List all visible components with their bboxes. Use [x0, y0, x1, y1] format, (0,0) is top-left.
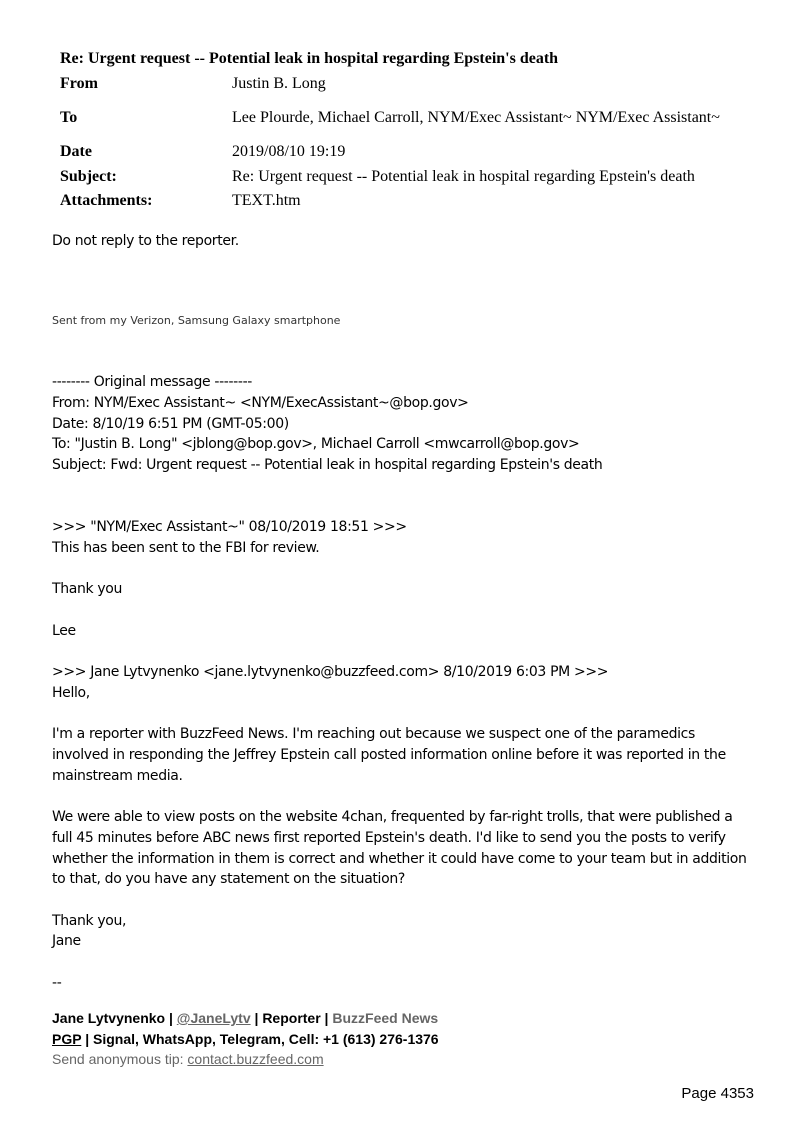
signature-dashes: --	[52, 975, 62, 991]
tip-link[interactable]: contact.buzzfeed.com	[187, 1051, 324, 1067]
tip-label: Send anonymous tip:	[52, 1051, 188, 1067]
quote1-thanks: Thank you	[52, 581, 123, 597]
quote2-greeting: Hello,	[52, 685, 90, 701]
sent-from-line: Sent from my Verizon, Samsung Galaxy smartphone	[52, 314, 341, 327]
quote2-paragraph-2: We were able to view posts on the website 4chan, frequented by far-right trolls, that were published a full 45 minutes before ABC news first reported Epstein's death. I'd like to send you the posts to verify whether the information in them is correct and whether it could have come to your team but in addition to that, do you have any statement on the situation?	[52, 809, 747, 888]
original-subject: Subject: Fwd: Urgent request -- Potential leak in hospital regarding Epstein's death	[52, 457, 603, 473]
to-label: To	[60, 109, 78, 126]
email-header-table	[57, 72, 745, 213]
subject-value: Re: Urgent request -- Potential leak in hospital regarding Epstein's death	[232, 167, 695, 185]
to-value: Lee Plourde, Michael Carroll, NYM/Exec Assistant~ NYM/Exec Assistant~	[232, 109, 720, 126]
page-number: Page 4353	[681, 1085, 754, 1102]
signature-name: Jane Lytvynenko	[52, 1010, 166, 1026]
original-from: From: NYM/Exec Assistant~ <NYM/ExecAssistant~@bop.gov>	[52, 395, 469, 411]
signature-line-2	[52, 1029, 439, 1050]
date-value: 2019/08/10 19:19	[232, 143, 346, 160]
original-separator: -------- Original message --------	[52, 374, 252, 390]
quote1-line: This has been sent to the FBI for review.	[52, 540, 320, 556]
quote1-signoff: Lee	[52, 623, 76, 639]
signature-separator: |	[165, 1010, 177, 1026]
quote2-signoff: Jane	[52, 933, 81, 949]
email-title: Re: Urgent request -- Potential leak in hospital regarding Epstein's death	[60, 50, 559, 67]
quote2-paragraph-1: I'm a reporter with BuzzFeed News. I'm reaching out because we suspect one of the paramedics involved in responding the Jeffrey Epstein call posted information online before it was reported in the mainstream media.	[52, 726, 726, 784]
original-to: To: "Justin B. Long" <jblong@bop.gov>, Michael Carroll <mwcarroll@bop.gov>	[52, 436, 580, 452]
buzzfeed-news-label: BuzzFeed News	[332, 1010, 439, 1026]
subject-label: Subject:	[60, 167, 117, 185]
twitter-handle-link[interactable]: @JaneLytv	[176, 1010, 251, 1026]
signature-line-1	[52, 1008, 438, 1029]
from-value: Justin B. Long	[232, 75, 326, 92]
reply-instruction: Do not reply to the reporter.	[52, 233, 239, 249]
quote1-header: >>> "NYM/Exec Assistant~" 08/10/2019 18:51 >>>	[52, 519, 407, 535]
from-label: From	[60, 75, 98, 92]
quote2-header: >>> Jane Lytvynenko <jane.lytvynenko@buzzfeed.com> 8/10/2019 6:03 PM >>>	[52, 664, 609, 680]
attachments-label: Attachments:	[60, 192, 153, 209]
date-label: Date	[60, 143, 92, 160]
original-date: Date: 8/10/19 6:51 PM (GMT-05:00)	[52, 416, 289, 432]
signature-contact: | Signal, WhatsApp, Telegram, Cell: +1 (613) 276-1376	[81, 1031, 439, 1047]
attachments-value[interactable]: TEXT.htm	[232, 192, 301, 209]
pgp-link[interactable]: PGP	[52, 1031, 82, 1047]
quote2-thanks: Thank you,	[52, 913, 127, 929]
signature-line-3	[52, 1049, 324, 1070]
signature-role: | Reporter |	[250, 1010, 333, 1026]
